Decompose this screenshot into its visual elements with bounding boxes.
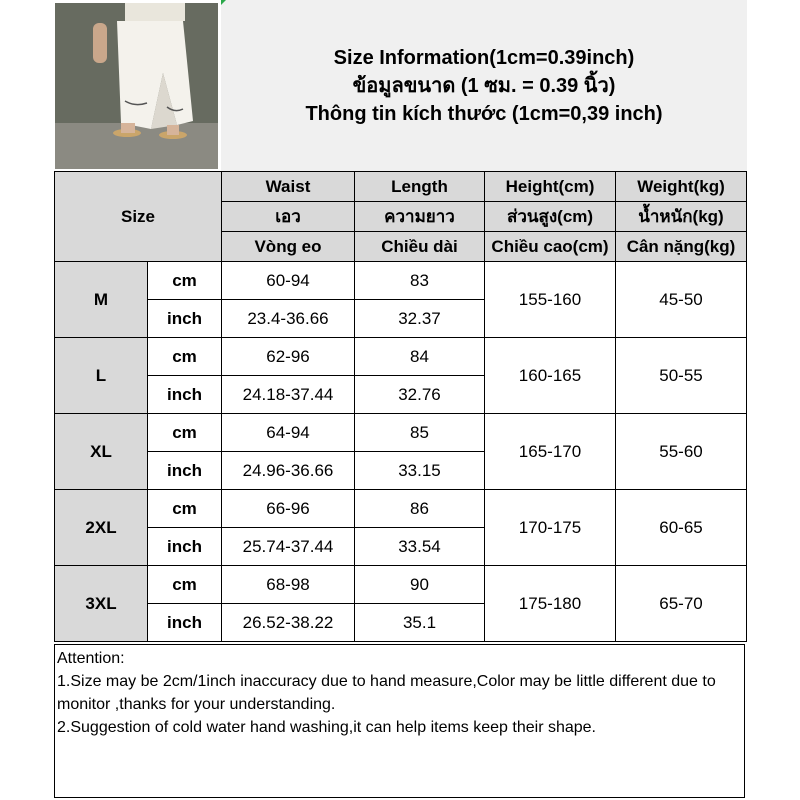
height-cell: 175-180 (485, 566, 616, 642)
col-header-weight-vi: Cân nặng(kg) (616, 232, 747, 262)
height-cell: 155-160 (485, 262, 616, 338)
unit-cm: cm (148, 338, 222, 376)
size-cell: XL (55, 414, 148, 490)
height-cell: 170-175 (485, 490, 616, 566)
waist-cm: 68-98 (222, 566, 355, 604)
table-row (55, 414, 747, 452)
col-header-height-en: Height(cm) (485, 172, 616, 202)
table-row (55, 490, 747, 528)
waist-cm: 64-94 (222, 414, 355, 452)
length-inch: 35.1 (355, 604, 485, 642)
unit-inch: inch (148, 376, 222, 414)
product-photo (55, 3, 218, 169)
col-header-weight-th: น้ำหนัก(kg) (616, 202, 747, 232)
size-cell: M (55, 262, 148, 338)
unit-cm: cm (148, 414, 222, 452)
unit-inch: inch (148, 452, 222, 490)
waist-cm: 66-96 (222, 490, 355, 528)
title-thai: ข้อมูลขนาด (1 ซม. = 0.39 นิ้ว) (352, 74, 616, 97)
height-cell: 160-165 (485, 338, 616, 414)
title-english: Size Information(1cm=0.39inch) (333, 46, 635, 69)
waist-inch: 24.18-37.44 (222, 376, 355, 414)
notes-line-1: 1.Size may be 2cm/1inch inaccuracy due to hand measure,Color may be little different due to monitor ,thanks for your understanding. (57, 673, 716, 713)
weight-cell: 55-60 (616, 414, 747, 490)
notes-heading: Attention: (57, 650, 125, 667)
corner-marker (221, 0, 226, 5)
length-inch: 32.76 (355, 376, 485, 414)
size-cell: L (55, 338, 148, 414)
attention-notes (54, 644, 745, 798)
waist-cm: 62-96 (222, 338, 355, 376)
unit-inch: inch (148, 300, 222, 338)
col-header-waist-vi: Vòng eo (222, 232, 355, 262)
weight-cell: 65-70 (616, 566, 747, 642)
size-cell: 3XL (55, 566, 148, 642)
length-cm: 90 (355, 566, 485, 604)
weight-cell: 60-65 (616, 490, 747, 566)
table-row (55, 262, 747, 300)
table-row (55, 338, 747, 376)
size-cell: 2XL (55, 490, 148, 566)
waist-inch: 23.4-36.66 (222, 300, 355, 338)
col-header-waist-en: Waist (222, 172, 355, 202)
weight-cell: 45-50 (616, 262, 747, 338)
size-information-header (221, 0, 747, 171)
waist-inch: 25.74-37.44 (222, 528, 355, 566)
table-row (55, 566, 747, 604)
col-header-height-th: ส่วนสูง(cm) (485, 202, 616, 232)
unit-inch: inch (148, 528, 222, 566)
length-inch: 32.37 (355, 300, 485, 338)
unit-cm: cm (148, 566, 222, 604)
length-cm: 85 (355, 414, 485, 452)
unit-cm: cm (148, 262, 222, 300)
col-header-height-vi: Chiều cao(cm) (485, 232, 616, 262)
length-cm: 83 (355, 262, 485, 300)
length-cm: 86 (355, 490, 485, 528)
waist-inch: 24.96-36.66 (222, 452, 355, 490)
length-cm: 84 (355, 338, 485, 376)
length-inch: 33.54 (355, 528, 485, 566)
length-inch: 33.15 (355, 452, 485, 490)
unit-cm: cm (148, 490, 222, 528)
waist-cm: 60-94 (222, 262, 355, 300)
col-header-length-en: Length (355, 172, 485, 202)
col-header-waist-th: เอว (222, 202, 355, 232)
title-vietnamese: Thông tin kích thước (1cm=0,39 inch) (305, 102, 663, 125)
size-table (54, 171, 747, 642)
col-header-length-vi: Chiều dài (355, 232, 485, 262)
col-header-weight-en: Weight(kg) (616, 172, 747, 202)
unit-inch: inch (148, 604, 222, 642)
col-header-length-th: ความยาว (355, 202, 485, 232)
size-header: Size (55, 172, 222, 262)
weight-cell: 50-55 (616, 338, 747, 414)
height-cell: 165-170 (485, 414, 616, 490)
waist-inch: 26.52-38.22 (222, 604, 355, 642)
notes-line-2: 2.Suggestion of cold water hand washing,it can help items keep their shape. (57, 719, 596, 736)
